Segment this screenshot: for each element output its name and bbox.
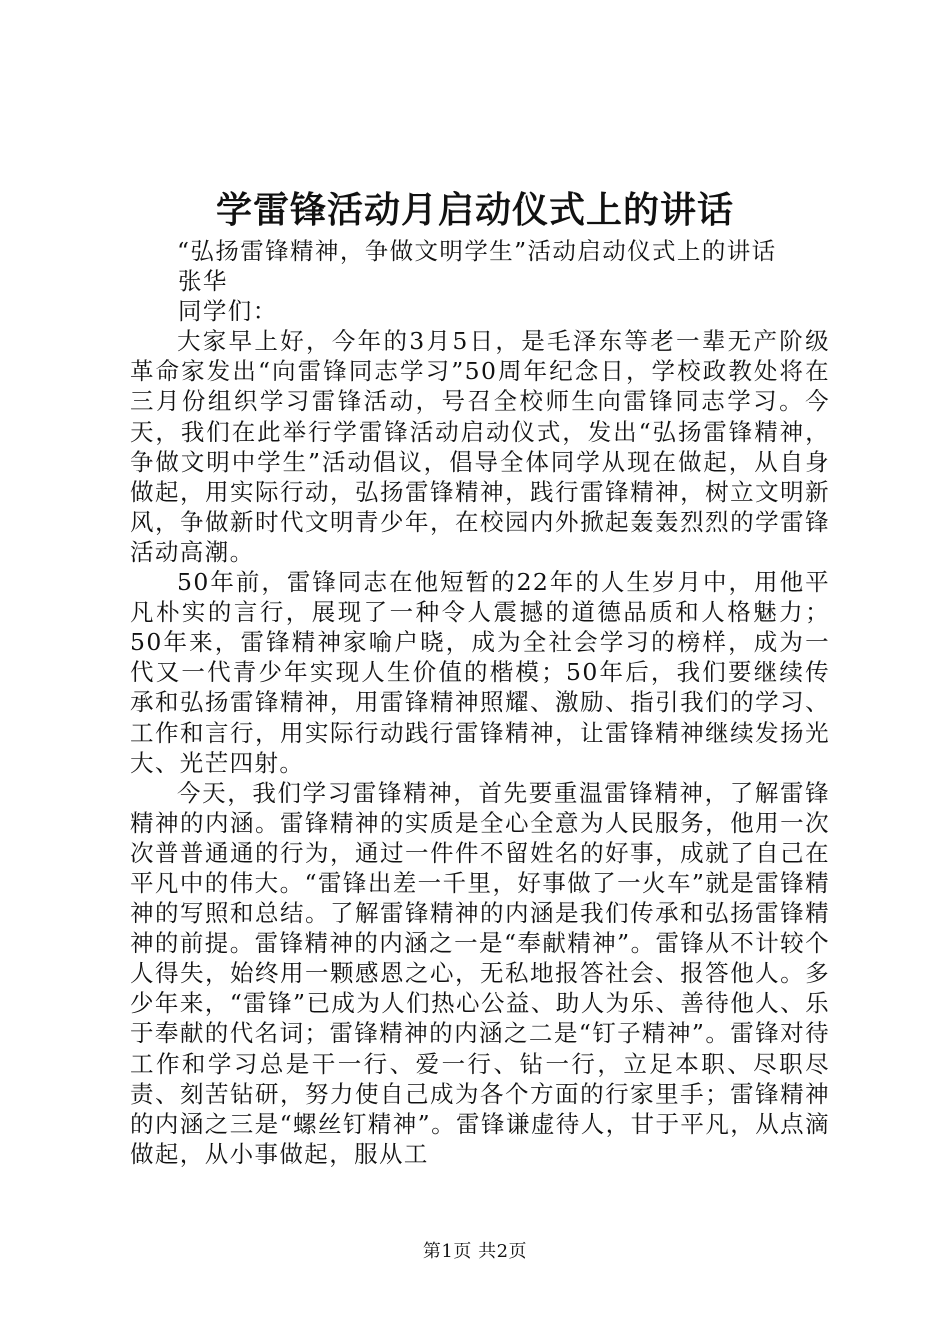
paragraph-2: 50年前，雷锋同志在他短暂的22年的人生岁月中，用他平凡朴实的言行，展现了一种令人震撼的道德品质和人格魅力；50年来，雷锋精神家喻户晓，成为全社会学习的榜样，成为一代又一代青少年实现人生价值的楷模；50年后，我们要继续传承和弘扬雷锋精神，用雷锋精神照耀、激励、指引我们的学习、工作和言行，用实际行动践行雷锋精神，让雷锋精神继续发扬光大、光芒四射。	[130, 568, 830, 777]
paragraph-3: 今天，我们学习雷锋精神，首先要重温雷锋精神，了解雷锋精神的内涵。雷锋精神的实质是全心全意为人民服务，他用一次次普普通通的行为，通过一件件不留姓名的好事，成就了自己在平凡中的伟大。“雷锋出差一千里，好事做了一火车”就是雷锋精神的写照和总结。了解雷锋精神的内涵是我们传承和弘扬雷锋精神的前提。雷锋精神的内涵之一是“奉献精神”。雷锋从不计较个人得失，始终用一颗感恩之心，无私地报答社会、报答他人。多少年来，“雷锋”已成为人们热心公益、助人为乐、善待他人、乐于奉献的代名词；雷锋精神的内涵之二是“钉子精神”。雷锋对待工作和学习总是干一行、爱一行、钻一行，立足本职、尽职尽责、刻苦钻研，努力使自己成为各个方面的行家里手；雷锋精神的内涵之三是“螺丝钉精神”。雷锋谦虚待人，甘于平凡，从点滴做起，从小事做起，服从工	[130, 778, 830, 1168]
page-footer: 第1页 共2页	[422, 1241, 528, 1262]
greeting: 同学们：	[178, 297, 278, 326]
author-name: 张华	[178, 267, 228, 296]
speech-subtitle: “弘扬雷锋精神，争做文明学生”活动启动仪式上的讲话	[177, 237, 777, 265]
paragraph-1: 大家早上好，今年的3月5日，是毛泽东等老一辈无产阶级革命家发出“向雷锋同志学习”50周年纪念日，学校政教处将在三月份组织学习雷锋活动，号召全校师生向雷锋同志学习。今天，我们在此举行学雷锋活动启动仪式，发出“弘扬雷锋精神，争做文明中学生”活动倡议，倡导全体同学从现在做起，从自身做起，用实际行动，弘扬雷锋精神，践行雷锋精神，树立文明新风，争做新时代文明青少年，在校园内外掀起轰轰烈烈的学雷锋活动高潮。	[130, 327, 830, 566]
document-body	[130, 236, 830, 1169]
document-title: 学雷锋活动月启动仪式上的讲话	[215, 189, 734, 231]
